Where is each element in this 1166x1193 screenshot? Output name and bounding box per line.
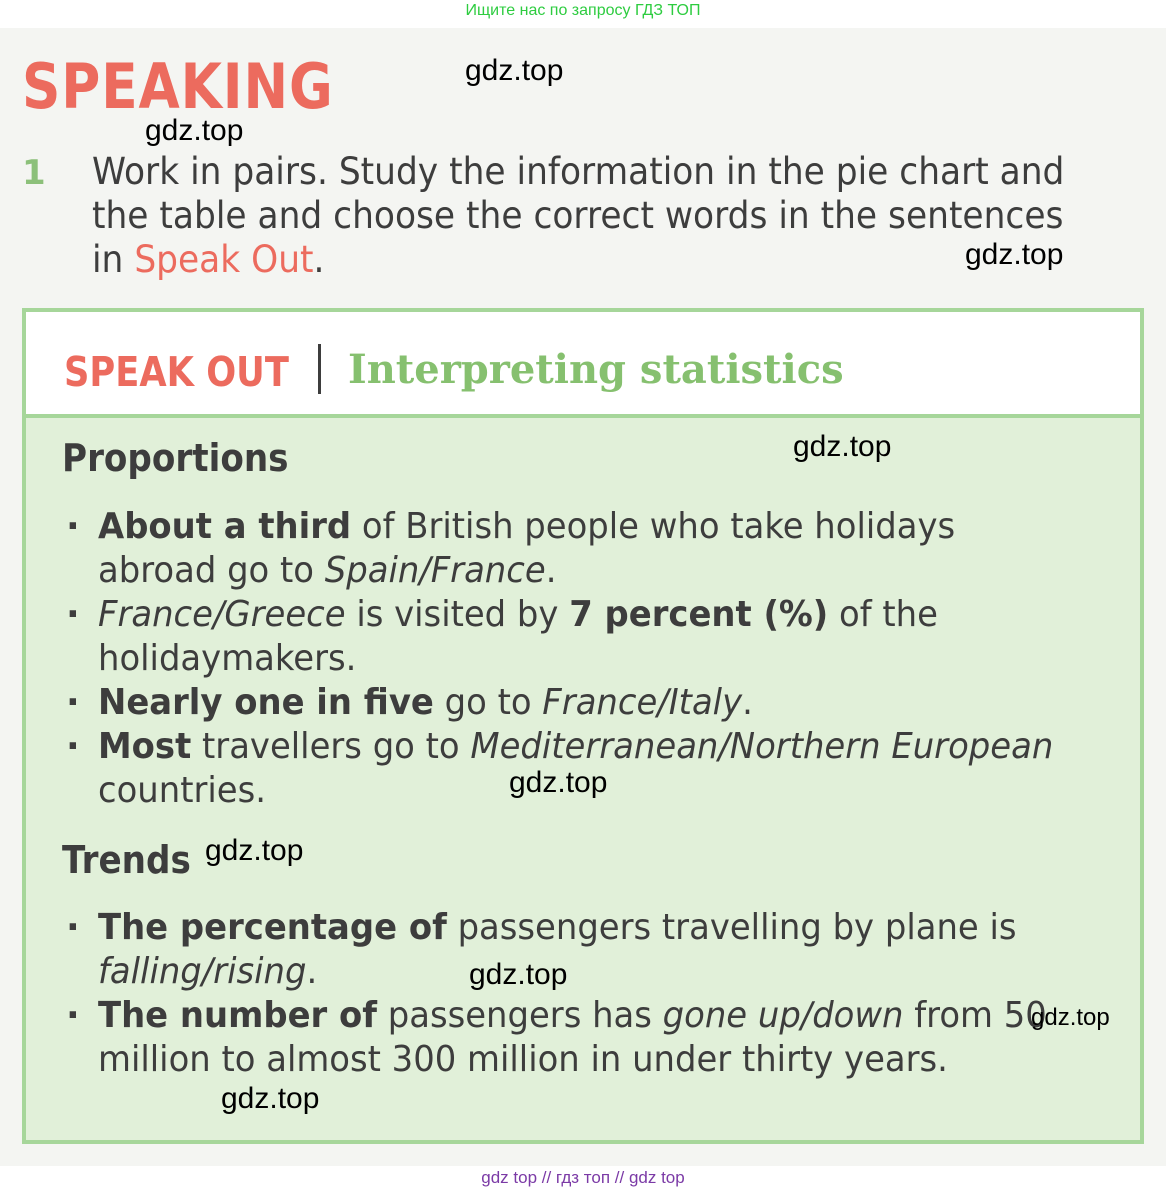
bullet-choice: France/Greece [98,594,346,635]
bottom-banner[interactable]: gdz top // гдз топ // gdz top [481,1168,685,1187]
bullet-text: from 50 million to almost 300 million in under thirty years. [98,995,1047,1080]
speak-out-header [26,312,1140,418]
watermark: gdz.top [965,238,1064,271]
header-divider [318,344,321,394]
proportions-heading: Proportions [62,436,289,480]
bullet-dot: · [66,506,80,547]
watermark: gdz.top [1031,1004,1110,1031]
bullet-text: . [306,951,318,992]
watermark: gdz.top [465,54,564,87]
trends-list [62,906,1122,1082]
bullet-bold: 7 percent (%) [569,594,829,635]
speak-out-label: SPEAK OUT [64,348,289,396]
top-banner[interactable]: Ищите нас по запросу ГДЗ ТОП [465,2,701,19]
bullet-choice: France/Italy [542,682,743,723]
watermark: gdz.top [145,114,244,147]
bullet-bold: Most [98,726,192,767]
list-item [62,505,1122,593]
bullet-bold: About a third [98,506,352,547]
trends-heading: Trends [62,838,191,882]
watermark: gdz.top [221,1082,320,1115]
bullet-bold: Nearly one in five [98,682,434,723]
bullet-dot: · [66,726,80,767]
exercise-number: 1 [22,153,46,193]
bullet-text: is visited by [345,594,570,635]
section-title: SPEAKING [22,50,334,123]
speak-out-subtitle: Interpreting statistics [348,346,844,393]
bullet-choice: falling/rising [98,951,307,992]
bullet-dot: · [66,682,80,723]
bullet-text: travellers go to [191,726,471,767]
instruction-end: . [313,238,325,281]
list-item [62,681,1122,725]
bullet-dot: · [66,594,80,635]
bullet-text: passengers travelling by plane is [446,907,1017,948]
watermark: gdz.top [793,430,892,463]
watermark: gdz.top [205,834,304,867]
bullet-choice: gone up/down [662,995,904,1036]
speak-out-reference: Speak Out [134,238,314,281]
bullet-bold: The percentage of [98,907,447,948]
bullet-text: . [545,550,557,591]
list-item [62,906,1122,994]
bullet-text: passengers has [376,995,663,1036]
list-item [62,593,1122,681]
bullet-dot: · [66,907,80,948]
bullet-choice: Spain/France [324,550,546,591]
bullet-bold: The number of [98,995,377,1036]
bullet-text: of the holidaymakers. [98,594,938,679]
bullet-text: of British people who take holidays abroad go to [98,506,956,591]
watermark: gdz.top [509,766,608,799]
watermark: gdz.top [469,958,568,991]
bullet-text: countries. [98,770,266,811]
list-item [62,994,1122,1082]
instruction-text: Work in pairs. Study the information in the pie chart and the table and choose the correct words in the sentences in [92,150,1065,281]
bullet-dot: · [66,995,80,1036]
bullet-choice: Mediterranean/Northern European [470,726,1054,767]
bullet-text: go to [433,682,543,723]
bullet-text: . [742,682,753,723]
exercise-instruction [92,150,1069,282]
